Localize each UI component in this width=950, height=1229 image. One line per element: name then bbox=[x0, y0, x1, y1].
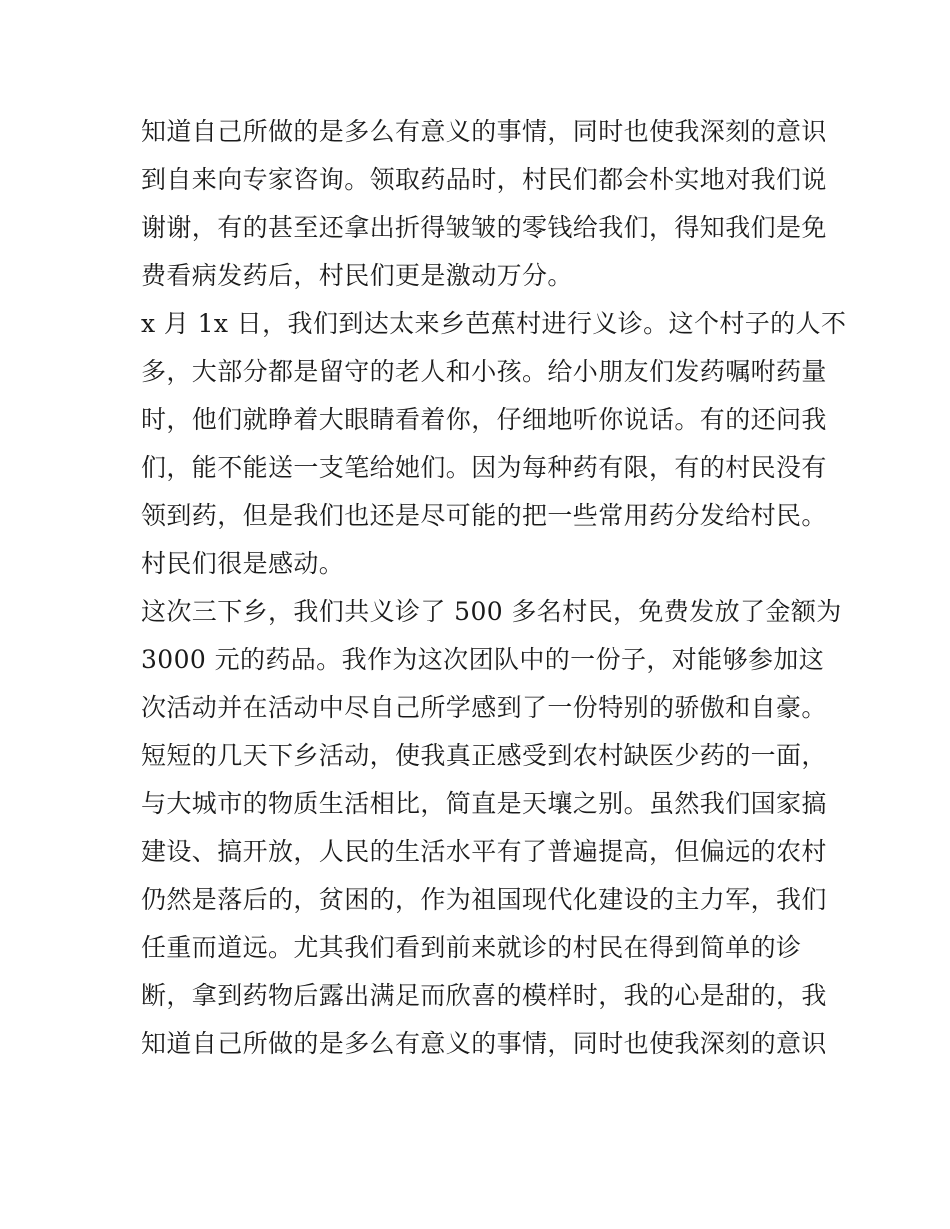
text-line: 到自来向专家咨询。领取药品时，村民们都会朴实地对我们说 bbox=[141, 165, 827, 194]
text-line: 多，大部分都是留守的老人和小孩。给小朋友们发药嘱咐药量 bbox=[141, 357, 827, 386]
body-text bbox=[141, 108, 847, 1068]
text-line: x 月 1x 日，我们到达太来乡芭蕉村进行义诊。这个村子的人不 bbox=[141, 309, 847, 338]
text-line: 任重而道远。尤其我们看到前来就诊的村民在得到简单的诊 bbox=[141, 933, 802, 962]
text-line: 费看病发药后，村民们更是激动万分。 bbox=[141, 261, 573, 290]
text-line: 与大城市的物质生活相比，简直是天壤之别。虽然我们国家搞 bbox=[141, 789, 827, 818]
text-line: 次活动并在活动中尽自己所学感到了一份特别的骄傲和自豪。 bbox=[141, 693, 827, 722]
text-line: 仍然是落后的，贫困的，作为祖国现代化建设的主力军，我们 bbox=[141, 885, 827, 914]
text-line: 谢谢，有的甚至还拿出折得皱皱的零钱给我们，得知我们是免 bbox=[141, 213, 827, 242]
text-line: 短短的几天下乡活动，使我真正感受到农村缺医少药的一面， bbox=[141, 741, 827, 770]
text-line: 知道自己所做的是多么有意义的事情，同时也使我深刻的意识 bbox=[141, 1029, 827, 1058]
text-line: 建设、搞开放，人民的生活水平有了普遍提高，但偏远的农村 bbox=[141, 837, 827, 866]
text-line: 们，能不能送一支笔给她们。因为每种药有限，有的村民没有 bbox=[141, 453, 827, 482]
text-line: 这次三下乡，我们共义诊了 500 多名村民，免费发放了金额为 bbox=[141, 597, 842, 626]
text-line: 断，拿到药物后露出满足而欣喜的模样时，我的心是甜的，我 bbox=[141, 981, 827, 1010]
text-line: 时，他们就睁着大眼睛看着你，仔细地听你说话。有的还问我 bbox=[141, 405, 827, 434]
text-line: 领到药，但是我们也还是尽可能的把一些常用药分发给村民。 bbox=[141, 501, 827, 530]
text-line: 知道自己所做的是多么有意义的事情，同时也使我深刻的意识 bbox=[141, 117, 827, 146]
text-line: 3000 元的药品。我作为这次团队中的一份子，对能够参加这 bbox=[141, 645, 825, 674]
text-line: 村民们很是感动。 bbox=[141, 549, 345, 578]
